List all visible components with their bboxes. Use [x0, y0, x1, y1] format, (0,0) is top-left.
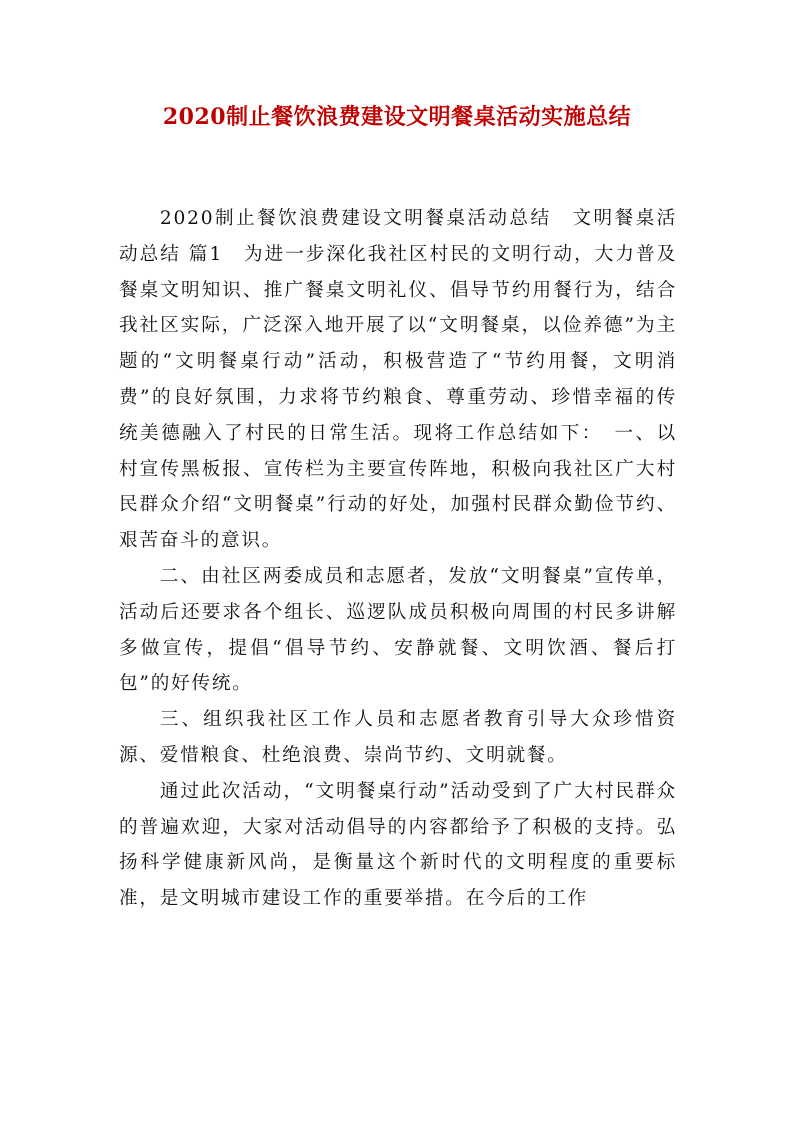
document-title: 2020制止餐饮浪费建设文明餐桌活动实施总结 — [162, 104, 632, 130]
paragraph-item-two: 二、由社区两委成员和志愿者，发放“文明餐桌”宣传单，活动后还要求各个组长、巡逻队成员积极向周围的村民多讲解多做宣传，提倡“倡导节约、安静就餐、文明饮酒、餐后打包”的好传统。 — [119, 565, 677, 695]
paragraph-conclusion: 通过此次活动，“文明餐桌行动”活动受到了广大村民群众的普遍欢迎，大家对活动倡导的内容都给予了积极的支持。弘扬科学健康新风尚，是衡量这个新时代的文明程度的重要标准，是文明城市建设工作的重要举措。在今后的工作 — [119, 780, 677, 910]
paragraph-intro: 2020制止餐饮浪费建设文明餐桌活动总结 文明餐桌活动总结 篇1 为进一步深化我社区村民的文明行动，大力普及餐桌文明知识、推广餐桌文明礼仪、倡导节约用餐行为，结合我社区实际，广泛深入地开展了以“文明餐桌，以俭养德”为主题的“文明餐桌行动”活动，积极营造了“节约用餐，文明消费”的良好氛围，力求将节约粮食、尊重劳动、珍惜幸福的传统美德融入了村民的日常生活。现将工作总结如下： 一、以村宣传黑板报、宣传栏为主要宣传阵地，积极向我社区广大村民群众介绍“文明餐桌”行动的好处，加强村民群众勤俭节约、艰苦奋斗的意识。 — [119, 208, 677, 552]
document-body — [119, 201, 677, 917]
paragraph-item-three: 三、组织我社区工作人员和志愿者教育引导大众珍惜资源、爱惜粮食、杜绝浪费、崇尚节约、文明就餐。 — [119, 709, 677, 766]
